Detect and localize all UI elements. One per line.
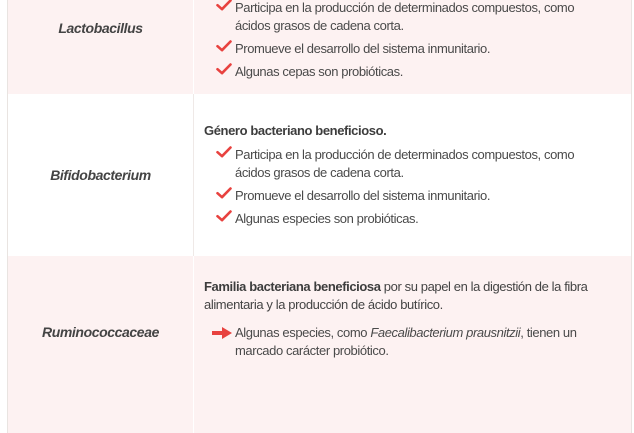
bacteria-name: Ruminococcaceae [42, 324, 159, 340]
intro-bold: Familia bacteriana beneficiosa [204, 279, 381, 294]
list-item-text: Participa en la producción de determinados compuestos, como ácidos grasos de cadena corta. [235, 0, 575, 33]
list-item [204, 210, 607, 228]
list-item-text: Algunas cepas son probióticas. [235, 64, 403, 79]
check-icon [216, 187, 232, 199]
list-item [204, 146, 607, 182]
feature-list [204, 146, 607, 228]
bacteria-name: Bifidobacterium [50, 167, 151, 183]
list-item-text [235, 325, 577, 358]
column-divider [193, 408, 194, 433]
table-row-ruminococcaceae [8, 256, 631, 408]
table-row-lactobacillus [8, 0, 631, 94]
list-item [204, 40, 607, 58]
bacteria-name: Lactobacillus [58, 20, 143, 36]
check-icon [216, 146, 232, 158]
list-item-text: Participa en la producción de determinados compuestos, como ácidos grasos de cadena corta. [235, 147, 575, 180]
check-icon [216, 0, 232, 11]
row-description [204, 0, 607, 86]
row-intro [204, 278, 607, 314]
list-item [204, 0, 607, 35]
bacteria-table [7, 0, 632, 433]
text-after: , tienen un marcado carácter probiótico. [235, 325, 577, 358]
list-item-text: Algunas especies son probióticas. [235, 211, 419, 226]
table-row-next [8, 408, 631, 433]
row-description [204, 122, 607, 233]
row-heading: Género bacteriano beneficioso. [204, 123, 387, 138]
list-item-text: Promueve el desarrollo del sistema inmunitario. [235, 41, 491, 56]
column-divider [193, 94, 194, 256]
feature-list [204, 324, 607, 360]
check-icon [216, 40, 232, 52]
right-arrow-icon [212, 327, 232, 339]
column-divider [193, 256, 194, 408]
table-row-bifidobacterium [8, 94, 631, 256]
list-item [204, 187, 607, 205]
feature-list [204, 0, 607, 81]
check-icon [216, 63, 232, 75]
list-item-text: Promueve el desarrollo del sistema inmunitario. [235, 188, 491, 203]
column-divider [193, 0, 194, 94]
row-description [204, 278, 607, 365]
text-before: Algunas especies, como [235, 325, 371, 340]
check-icon [216, 210, 232, 222]
list-item [204, 324, 607, 360]
list-item [204, 63, 607, 81]
intro-rest: por su papel en la digestión de la fibra alimentaria y la producción de ácido butírico. [204, 279, 588, 312]
species-name: Faecalibacterium prausnitzii [370, 325, 521, 340]
